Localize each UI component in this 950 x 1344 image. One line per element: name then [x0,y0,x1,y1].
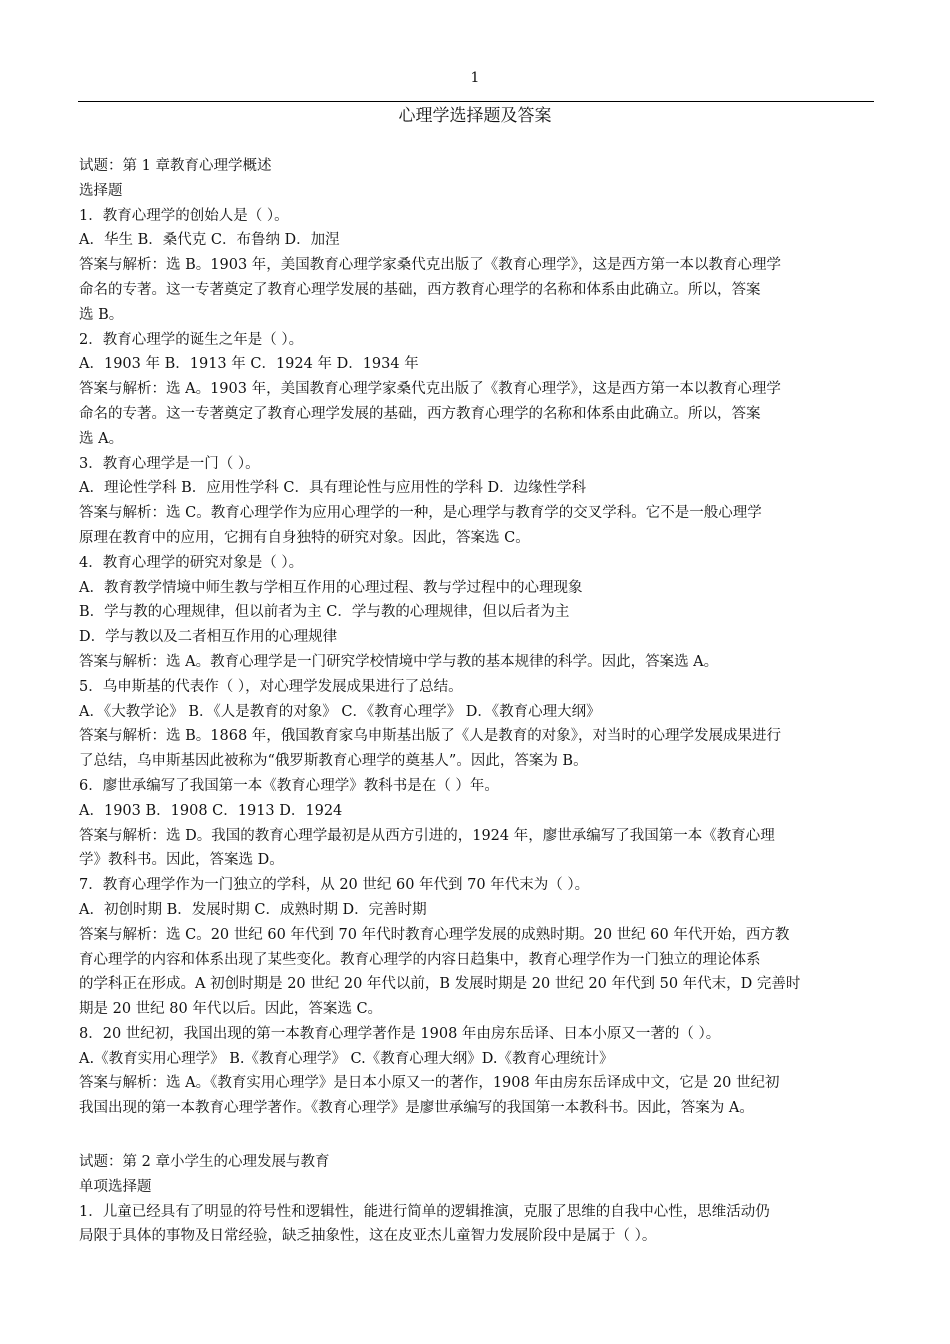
text-line: 试题：第 2 章小学生的心理发展与教育 [79,1154,330,1170]
text-line: A．初创时期 B．发展时期 C．成熟时期 D．完善时期 [79,901,427,918]
header-rule [78,101,874,102]
text-line: 单项选择题 [79,1178,152,1195]
text-line: 7．教育心理学作为一门独立的学科，从 20 世纪 60 年代到 70 年代末为（ ）。 [79,877,590,894]
text-line: A．理论性学科 B．应用性学科 C．具有理论性与应用性的学科 D．边缘性学科 [79,480,587,497]
text-line: 学》教科书。因此，答案选 D。 [79,852,284,869]
text-line: A.《教育实用心理学》 B.《教育心理学》 C.《教育心理大纲》D.《教育心理统计》 [79,1050,614,1067]
text-line: 3．教育心理学是一门（ ）。 [79,455,260,472]
text-line: 选择题 [79,182,123,199]
text-line: 6．廖世承编写了我国第一本《教育心理学》教科书是在（ ）年。 [79,777,499,794]
text-line: 答案与解析：选 B。1903 年，美国教育心理学家桑代克出版了《教育心理学》，这是西方第一本以教育心理学 [79,257,782,274]
text-line: 的学科正在形成。A 初创时期是 20 世纪 20 年代以前，B 发展时期是 20 世纪 20 年代到 50 年代末，D 完善时 [79,976,801,993]
text-line: 育心理学的内容和体系出现了某些变化。教育心理学的内容日趋集中，教育心理学作为一门独立的理论体系 [79,951,761,968]
text-line: 答案与解析：选 A。《教育实用心理学》是日本小原又一的著作，1908 年由房东岳译成中文，它是 20 世纪初 [79,1075,780,1092]
section-chapter-1 [79,154,875,1121]
text-line: 命名的专著。这一专著奠定了教育心理学发展的基础，西方教育心理学的名称和体系由此确立。所以，答案 [79,281,761,298]
text-line: 答案与解析：选 D。我国的教育心理学最初是从西方引进的，1924 年，廖世承编写了我国第一本《教育心理 [79,827,775,844]
page-number: 1 [470,70,480,86]
text-line: 期是 20 世纪 80 年代以后。因此，答案选 C。 [79,1001,383,1018]
text-line: 原理在教育中的应用，它拥有自身独特的研究对象。因此，答案选 C。 [79,529,530,546]
text-line: 答案与解析：选 A。1903 年，美国教育心理学家桑代克出版了《教育心理学》，这是西方第一本以教育心理学 [79,381,781,398]
text-line: 我国出现的第一本教育心理学著作。《教育心理学》是廖世承编写的我国第一本教科书。因此，答案为 A。 [79,1100,754,1117]
text-line: 命名的专著。这一专著奠定了教育心理学发展的基础，西方教育心理学的名称和体系由此确立。所以，答案 [79,405,761,422]
text-line: 了总结，乌申斯基因此被称为“俄罗斯教育心理学的奠基人”。因此，答案为 B。 [79,753,588,770]
text-line: A．《大教学论》 B．《人是教育的对象》 C．《教育心理学》 D．《教育心理大纲》 [79,703,601,720]
text-line: 1．教育心理学的创始人是（ ）。 [79,207,289,224]
text-line: 试题：第 1 章教育心理学概述 [79,158,272,174]
text-line: 2．教育心理学的诞生之年是（ ）。 [79,331,304,348]
text-line: 答案与解析：选 C。20 世纪 60 年代到 70 年代时教育心理学发展的成熟时期。20 世纪 60 年代开始，西方教 [79,926,790,943]
text-line: D．学与教以及二者相互作用的心理规律 [79,629,338,646]
text-line: 选 A。 [79,430,124,447]
text-line: 1．儿童已经具有了明显的符号性和逻辑性，能进行简单的逻辑推演，克服了思维的自我中心性，思维活动仍 [79,1203,770,1220]
text-line: A．华生 B．桑代克 C．布鲁纳 D．加涅 [79,232,340,249]
text-line: 选 B。 [79,306,124,323]
text-line: 答案与解析：选 B。1868 年，俄国教育家乌申斯基出版了《人是教育的对象》，对当时的心理学发展成果进行 [79,728,782,745]
text-line: A．教育教学情境中师生教与学相互作用的心理过程、教与学过程中的心理现象 [79,579,583,596]
text-line: A．1903 年 B．1913 年 C．1924 年 D．1934 年 [79,356,419,373]
section-chapter-2 [79,1150,875,1249]
document-title: 心理学选择题及答案 [398,106,552,126]
text-line: A．1903 B．1908 C．1913 D．1924 [79,802,343,819]
text-line: 局限于具体的事物及日常经验，缺乏抽象性，这在皮亚杰儿童智力发展阶段中是属于（ ）。 [79,1228,657,1245]
text-line: 4．教育心理学的研究对象是（ ）。 [79,554,304,571]
text-line: B．学与教的心理规律，但以前者为主 C．学与教的心理规律，但以后者为主 [79,604,570,621]
text-line: 5．乌申斯基的代表作（ ），对心理学发展成果进行了总结。 [79,678,463,695]
text-line: 答案与解析：选 C。教育心理学作为应用心理学的一种，是心理学与教育学的交叉学科。它不是一般心理学 [79,505,762,522]
text-line: 8．20 世纪初，我国出现的第一本教育心理学著作是 1908 年由房东岳译、日本小原又一著的（ ）。 [79,1025,721,1042]
text-line: 答案与解析：选 A。教育心理学是一门研究学校情境中学与教的基本规律的科学。因此，答案选 A。 [79,653,719,670]
